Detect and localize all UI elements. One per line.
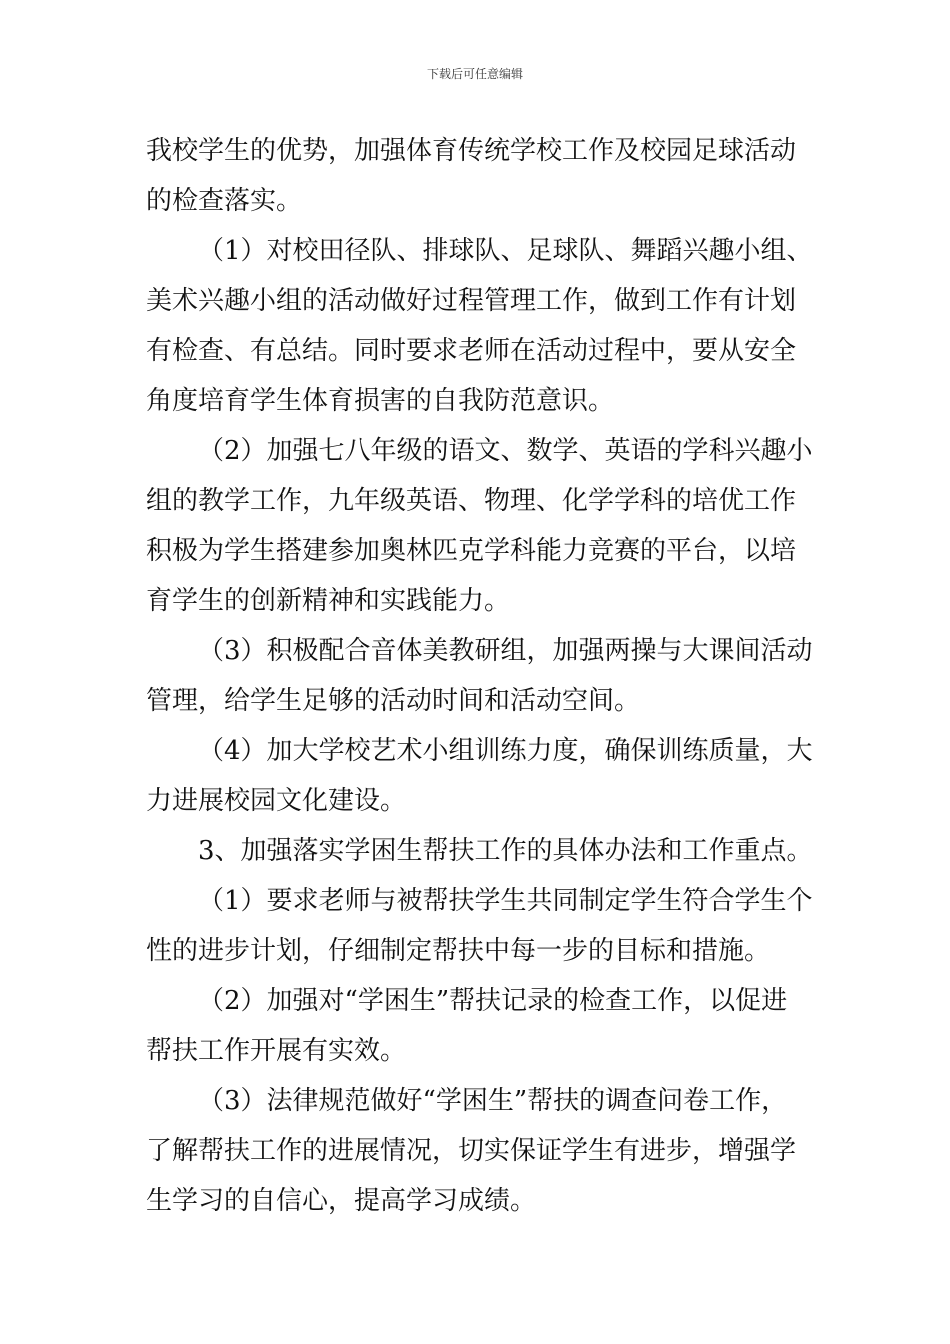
paragraph-3 <box>146 426 813 626</box>
text-line: （1）对校田径队、排球队、足球队、舞蹈兴趣小组、 <box>198 236 813 266</box>
text-line: 角度培育学生体育损害的自我防范意识。 <box>146 386 615 416</box>
text-line: 3、加强落实学困生帮扶工作的具体办法和工作重点。 <box>198 836 813 866</box>
page-header: 下载后可任意编辑 <box>426 67 523 81</box>
text-line: 有检查、有总结。同时要求老师在活动过程中，要从安全 <box>146 336 797 366</box>
text-line: 我校学生的优势，加强体育传统学校工作及校园足球活动 <box>146 136 797 166</box>
text-line: （4）加大学校艺术小组训练力度，确保训练质量，大 <box>198 736 813 766</box>
text-line: （3）法律规范做好“学困生”帮扶的调查问卷工作， <box>198 1086 788 1116</box>
text-line: 了解帮扶工作的进展情况，切实保证学生有进步，增强学 <box>146 1136 797 1166</box>
text-line: （3）积极配合音体美教研组，加强两操与大课间活动 <box>198 636 813 666</box>
text-line: 力进展校园文化建设。 <box>146 786 407 816</box>
text-line: 育学生的创新精神和实践能力。 <box>146 586 511 616</box>
paragraph-7 <box>146 976 808 1076</box>
text-line: （1）要求老师与被帮扶学生共同制定学生符合学生个 <box>198 886 813 916</box>
text-line: 的检查落实。 <box>146 186 303 216</box>
text-line: 美术兴趣小组的活动做好过程管理工作，做到工作有计划 <box>146 286 797 316</box>
paragraph-4 <box>146 626 813 726</box>
paragraph-5 <box>146 726 813 826</box>
paragraph-2 <box>146 226 813 426</box>
text-line: 生学习的自信心，提高学习成绩。 <box>146 1186 537 1216</box>
section-heading <box>146 826 813 876</box>
paragraph-1 <box>146 126 808 226</box>
text-line: （2）加强对“学困生”帮扶记录的检查工作，以促进 <box>198 986 788 1016</box>
paragraph-8 <box>146 1076 808 1226</box>
text-line: 管理，给学生足够的活动时间和活动空间。 <box>146 686 641 716</box>
text-line: （2）加强七八年级的语文、数学、英语的学科兴趣小 <box>198 436 813 466</box>
text-line: 性的进步计划，仔细制定帮扶中每一步的目标和措施。 <box>146 936 771 966</box>
paragraph-6 <box>146 876 813 976</box>
document-body <box>146 126 813 1226</box>
text-line: 组的教学工作，九年级英语、物理、化学学科的培优工作 <box>146 486 797 516</box>
text-line: 帮扶工作开展有实效。 <box>146 1036 407 1066</box>
text-line: 积极为学生搭建参加奥林匹克学科能力竞赛的平台，以培 <box>146 536 797 566</box>
